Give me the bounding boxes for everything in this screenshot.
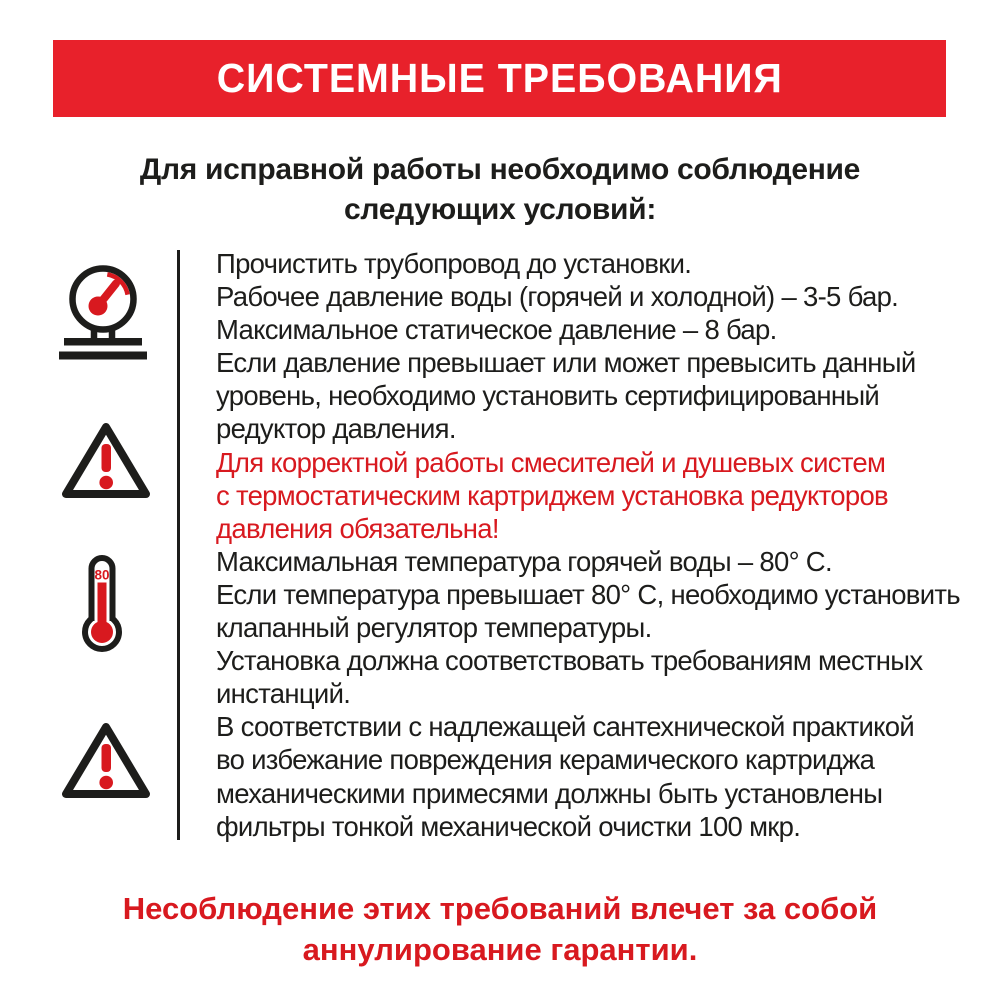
requirement-line: инстанций. xyxy=(216,678,351,710)
page-title: СИСТЕМНЫЕ ТРЕБОВАНИЯ xyxy=(216,55,783,101)
banner xyxy=(53,40,946,117)
warranty-warning-line-1: Несоблюдение этих требований влечет за собой xyxy=(122,891,878,926)
requirement-line: давления обязательна! xyxy=(216,512,499,544)
warning-triangle-icon xyxy=(55,418,157,504)
requirement-line: Если давление превышает или может превысить данный xyxy=(216,347,916,379)
requirement-line: механическими примесями должны быть установлены xyxy=(216,777,883,809)
requirement-line: редуктор давления. xyxy=(216,413,456,445)
warranty-warning-line-2: аннулирование гарантии. xyxy=(302,932,698,967)
requirement-line: Рабочее давление воды (горячей и холодной) – 3-5 бар. xyxy=(216,281,899,313)
requirement-line: В соответствии с надлежащей сантехнической практикой xyxy=(216,711,915,743)
requirement-line: Максимальное статическое давление – 8 бар. xyxy=(216,314,777,346)
requirement-line: клапанный регулятор температуры. xyxy=(216,612,652,644)
warning-triangle-icon xyxy=(55,718,157,804)
thermometer-value-label: 80 xyxy=(94,567,110,583)
intro-line-1: Для исправной работы необходимо соблюдение xyxy=(139,153,861,186)
intro-line-2: следующих условий: xyxy=(343,193,657,226)
pressure-gauge-icon xyxy=(57,262,149,364)
requirement-line: Максимальная температура горячей воды – 80° C. xyxy=(216,545,832,577)
requirement-line: уровень, необходимо установить сертифицированный xyxy=(216,380,880,412)
requirement-line: с термостатическим картриджем установка редукторов xyxy=(216,479,888,511)
requirement-line: Для корректной работы смесителей и душевых систем xyxy=(216,446,886,478)
warranty-warning xyxy=(0,888,1000,970)
vertical-divider xyxy=(177,250,180,840)
intro-heading xyxy=(0,150,1000,230)
requirement-line: фильтры тонкой механической очистки 100 мкр. xyxy=(216,810,801,842)
requirement-line: во избежание повреждения керамического картриджа xyxy=(216,744,875,776)
requirements-list xyxy=(216,247,986,843)
requirement-line: Прочистить трубопровод до установки. xyxy=(216,248,692,279)
requirement-line: Если температура превышает 80° C, необходимо установить xyxy=(216,578,960,610)
thermometer-icon xyxy=(76,553,128,653)
requirement-line: Установка должна соответствовать требованиям местных xyxy=(216,645,923,677)
